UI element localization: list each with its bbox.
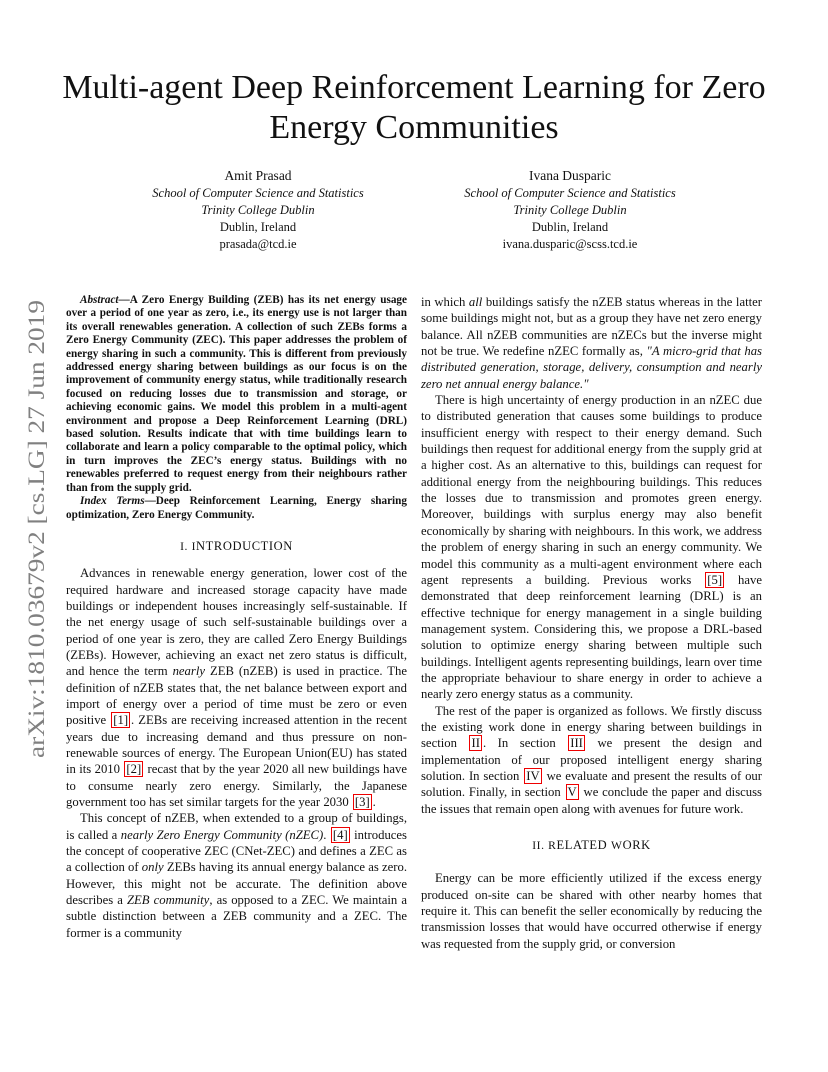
author-department: School of Computer Science and Statistics xyxy=(464,186,676,200)
section-link[interactable]: V xyxy=(567,785,577,800)
citation-link[interactable]: [2] xyxy=(126,762,142,777)
author-email: ivana.dusparic@scss.tcd.ie xyxy=(502,237,638,251)
index-terms xyxy=(66,495,407,522)
section-heading-introduction: I. INTRODUCTION xyxy=(180,538,293,553)
author-institution: Trinity College Dublin xyxy=(513,203,627,217)
author-department: School of Computer Science and Statistics xyxy=(152,186,364,200)
intro-paragraph-2-continued: in which all buildings satisfy the nZEB status whereas in the latter some buildings might not, but as a group they have net zero energy balance. All nZEB communities are nZECs but the inverse might not be true. We redefine nZEC formally as, "A micro-grid that has distributed generation, storage, delivery, consumption and nearly zero net annual energy balance." xyxy=(421,295,762,391)
section-link[interactable]: III xyxy=(570,736,583,751)
citation-link[interactable]: [4] xyxy=(332,827,348,842)
author-location: Dublin, Ireland xyxy=(219,220,297,234)
author-name: Ivana Dusparic xyxy=(528,168,612,183)
author-institution: Trinity College Dublin xyxy=(201,203,315,217)
arxiv-stamp xyxy=(16,298,54,760)
intro-paragraph-1: Advances in renewable energy generation, lower cost of the required hardware and increased storage capacity have made buildings or independent houses increasingly self-sustainable. If the net energy usage of such self-sustainable buildings over a period of one year is zero, they are called Zero Energy Buildings (ZEBs). However, achieving an exact net zero status is difficult, and hence the term nearly ZEB (nZEB) is used in practice. The definition of nZEB states that, the net balance between export and import of energy over a period of time must be zero or even positive [1] . ZEBs are receiving increased attention in the recent years due to increasing demand and thus pressure on non-renewable sources of energy. The European Union(EU) has stated in its 2010 [2] recast that by the year 2020 all new buildings have to consume nearly zero energy. Similarly, the Japanese government too has set similar targets for the year 2030 [3] . xyxy=(66,566,407,810)
author-email: prasada@tcd.ie xyxy=(219,237,297,251)
author-block-1 xyxy=(108,166,408,253)
paper-title xyxy=(40,68,788,148)
section-link[interactable]: IV xyxy=(526,768,540,783)
section-heading-related-work: II. RELATED WORK xyxy=(532,838,651,852)
paper-title-line-1: Multi-agent Deep Reinforcement Learning for Zero xyxy=(62,69,766,106)
citation-link[interactable]: [5] xyxy=(707,572,723,587)
abstract xyxy=(66,294,407,495)
related-work-paragraph-1: Energy can be more efficiently utilized if the excess energy produced on-site can be shared with other nearby homes that require it. This can benefit the seller economically by reducing the transmission losses that would have occurred otherwise if energy was requested from the supply grid, or conversion xyxy=(421,871,762,951)
intro-paragraph-3: There is high uncertainty of energy production in an nZEC due to distributed generation that causes some buildings to produce insufficient energy with respect to their energy demand. Such buildings then request for additional energy from the supply grid at a higher cost. As an alternative to this, buildings can request for additional energy from the neighbouring buildings. This reduces the losses due to transmission and promotes green energy. Moreover, buildings with surplus energy may also benefit economically by sharing with neighbours. In this work, we address the problem of energy sharing in such an energy community. We model this community as a multi-agent environment where each agent represents a building. Previous works [5] have demonstrated that deep reinforcement learning (DRL) is an effective technique for energy management in a single building management system. Considering this, we propose a DRL-based solution to optimize energy sharing between multiple such buildings. Intelligent agents representing buildings, learn over time the appropriate behaviour to share energy in order to achieve a nearly zero energy status as a community. xyxy=(421,393,762,702)
abstract-label: Abstract xyxy=(80,294,119,306)
intro-paragraph-2: This concept of nZEB, when extended to a group of buildings, is called a nearly Zero Energy Community (nZEC). [4] introduces the concept of cooperative ZEC (CNet-ZEC) and defines a ZEC as a collection of only ZEBs having its annual energy balance as zero. However, this might not be accurate. The definition above describes a ZEB community, as opposed to a ZEC. We maintain a subtle distinction between a ZEB community and a ZEC. The former is a community xyxy=(66,811,407,940)
index-terms-text: —Deep Reinforcement Learning, Energy sharing optimization, Zero Energy Community. xyxy=(66,495,407,521)
intro-paragraph-4: The rest of the paper is organized as follows. We firstly discuss the existing work done in energy sharing between buildings in section II . In section III we present the design and implementation of our proposed intelligent energy sharing solution. In section IV we evaluate and present the results of our solution. Finally, in section V we conclude the paper and discuss the issues that remain open along with avenues for future work. xyxy=(421,703,762,816)
section-link[interactable]: II xyxy=(471,736,480,751)
citation-link[interactable]: [3] xyxy=(354,795,370,810)
citation-link[interactable]: [1] xyxy=(113,713,129,728)
index-terms-label: Index Terms xyxy=(80,495,145,508)
author-location: Dublin, Ireland xyxy=(531,220,609,234)
author-name: Amit Prasad xyxy=(224,168,292,183)
left-column xyxy=(66,294,407,941)
author-block-2 xyxy=(420,166,720,253)
paper-title-line-2: Energy Communities xyxy=(269,109,559,146)
abstract-text: —A Zero Energy Building (ZEB) has its net energy usage over a period of one year as zero, i.e., its energy use is not larger than its overall renewables generation. A collection of such ZEBs forms a Zero Energy Community (ZEC). This paper addresses the problem of energy sharing in such a community. This is different from previously addressed energy sharing between buildings as our focus is on the improvement of community energy status, while traditionally research focused on reducing losses due to transmission and storage, or achieving economic gains. We model this problem in a multi-agent environment and propose a Deep Reinforcement Learning (DRL) based solution. Results indicate that with time buildings learn to collaborate and learn a policy comparable to the optimal policy, which in turn improves the ZEC’s energy status. Buildings with no renewables preferred to request energy from their neighbours rather than from the supply grid. xyxy=(66,294,407,494)
arxiv-stamp-text: arXiv:1810.03679v2 [cs.LG] 27 Jun 2019 xyxy=(24,372,49,758)
right-column xyxy=(421,294,762,952)
